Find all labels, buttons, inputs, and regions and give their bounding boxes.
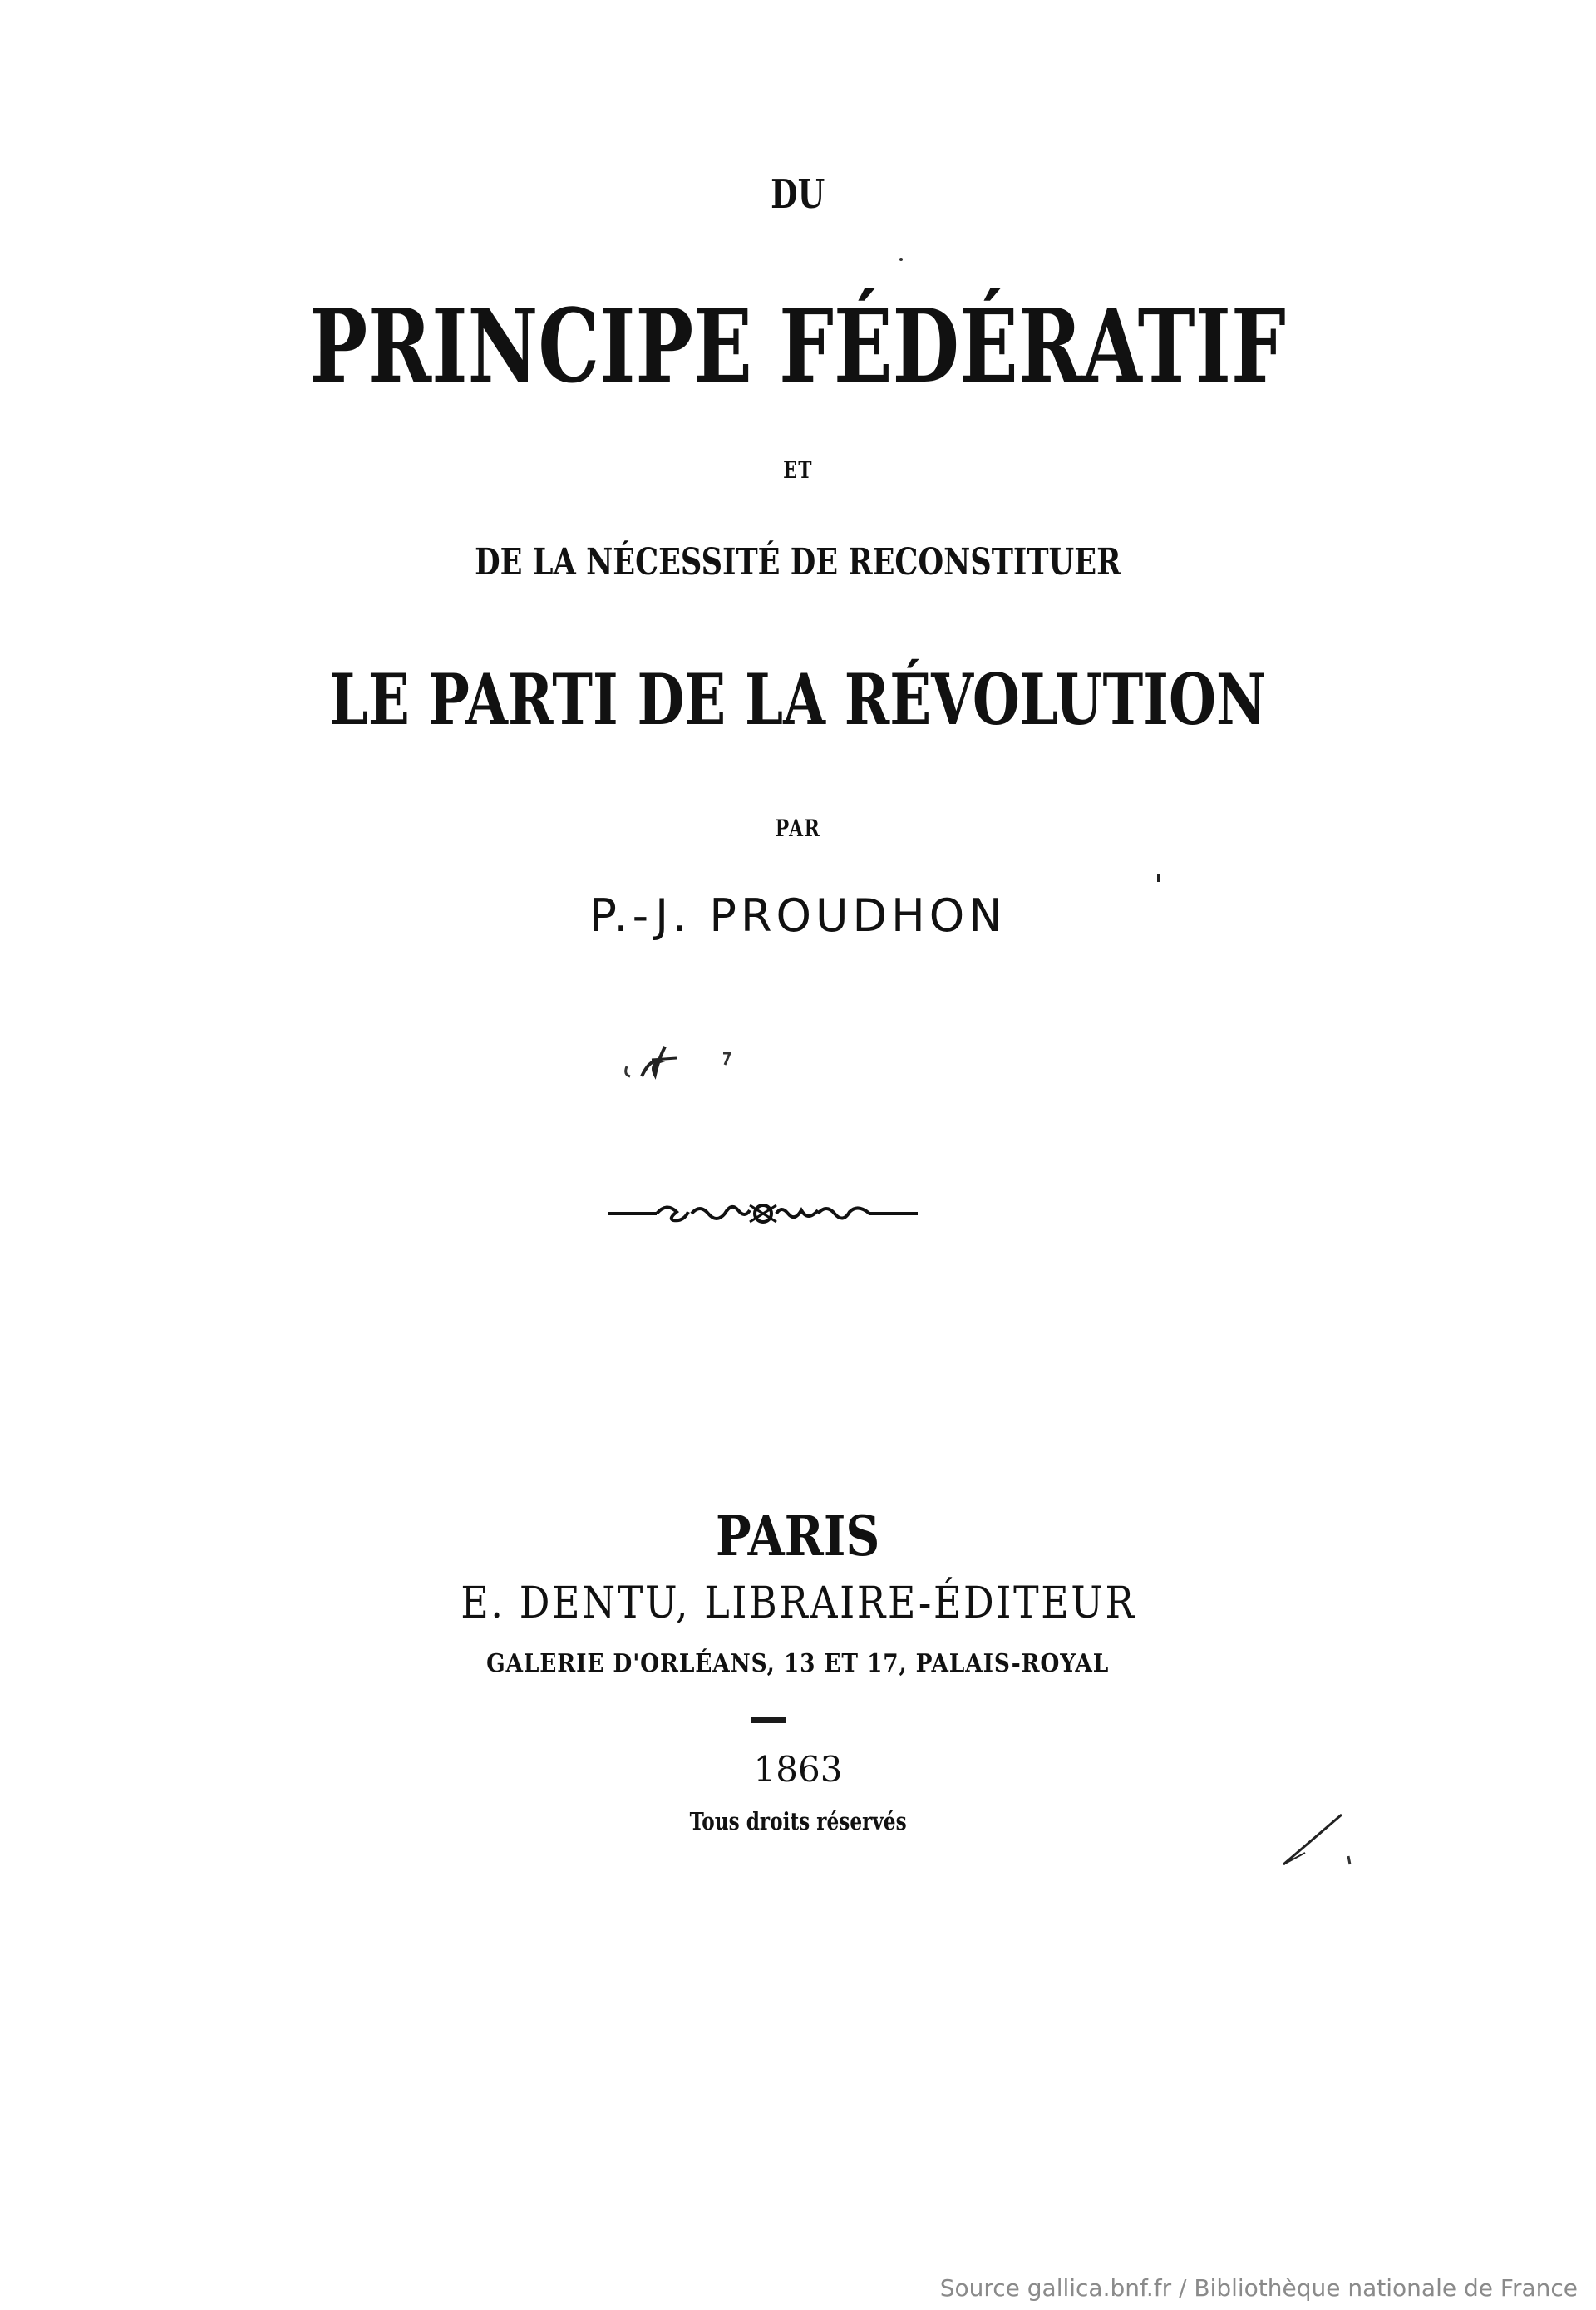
title-du: DU xyxy=(771,171,825,218)
imprint-address: GALERIE D'ORLÉANS, 13 ET 17, PALAIS-ROYAL xyxy=(486,1649,1110,1678)
source-credit: Source gallica.bnf.fr / Bibliothèque nationale de France xyxy=(939,2274,1578,2302)
pencil-slash-mark xyxy=(1280,1808,1355,1874)
imprint-year: 1863 xyxy=(753,1749,843,1790)
main-title: PRINCIPE FÉDÉRATIF xyxy=(309,286,1287,406)
rights-notice: Tous droits réservés xyxy=(689,1807,907,1835)
title-par: PAR xyxy=(775,815,821,842)
imprint-city: PARIS xyxy=(716,1504,880,1569)
rule-dash xyxy=(751,1717,786,1723)
subtitle-main: LE PARTI DE LA RÉVOLUTION xyxy=(329,658,1267,741)
subtitle: DE LA NÉCESSITÉ DE RECONSTITUER xyxy=(475,541,1121,584)
ornamental-divider xyxy=(605,1195,921,1232)
author-name: P.-J. PROUDHON xyxy=(589,889,1007,942)
title-et: ET xyxy=(782,456,814,484)
handwritten-mark xyxy=(617,1035,741,1093)
ink-speck-right xyxy=(1157,874,1160,882)
ink-speck xyxy=(899,258,903,261)
imprint-publisher: E. DENTU, LIBRAIRE-ÉDITEUR xyxy=(460,1579,1136,1628)
